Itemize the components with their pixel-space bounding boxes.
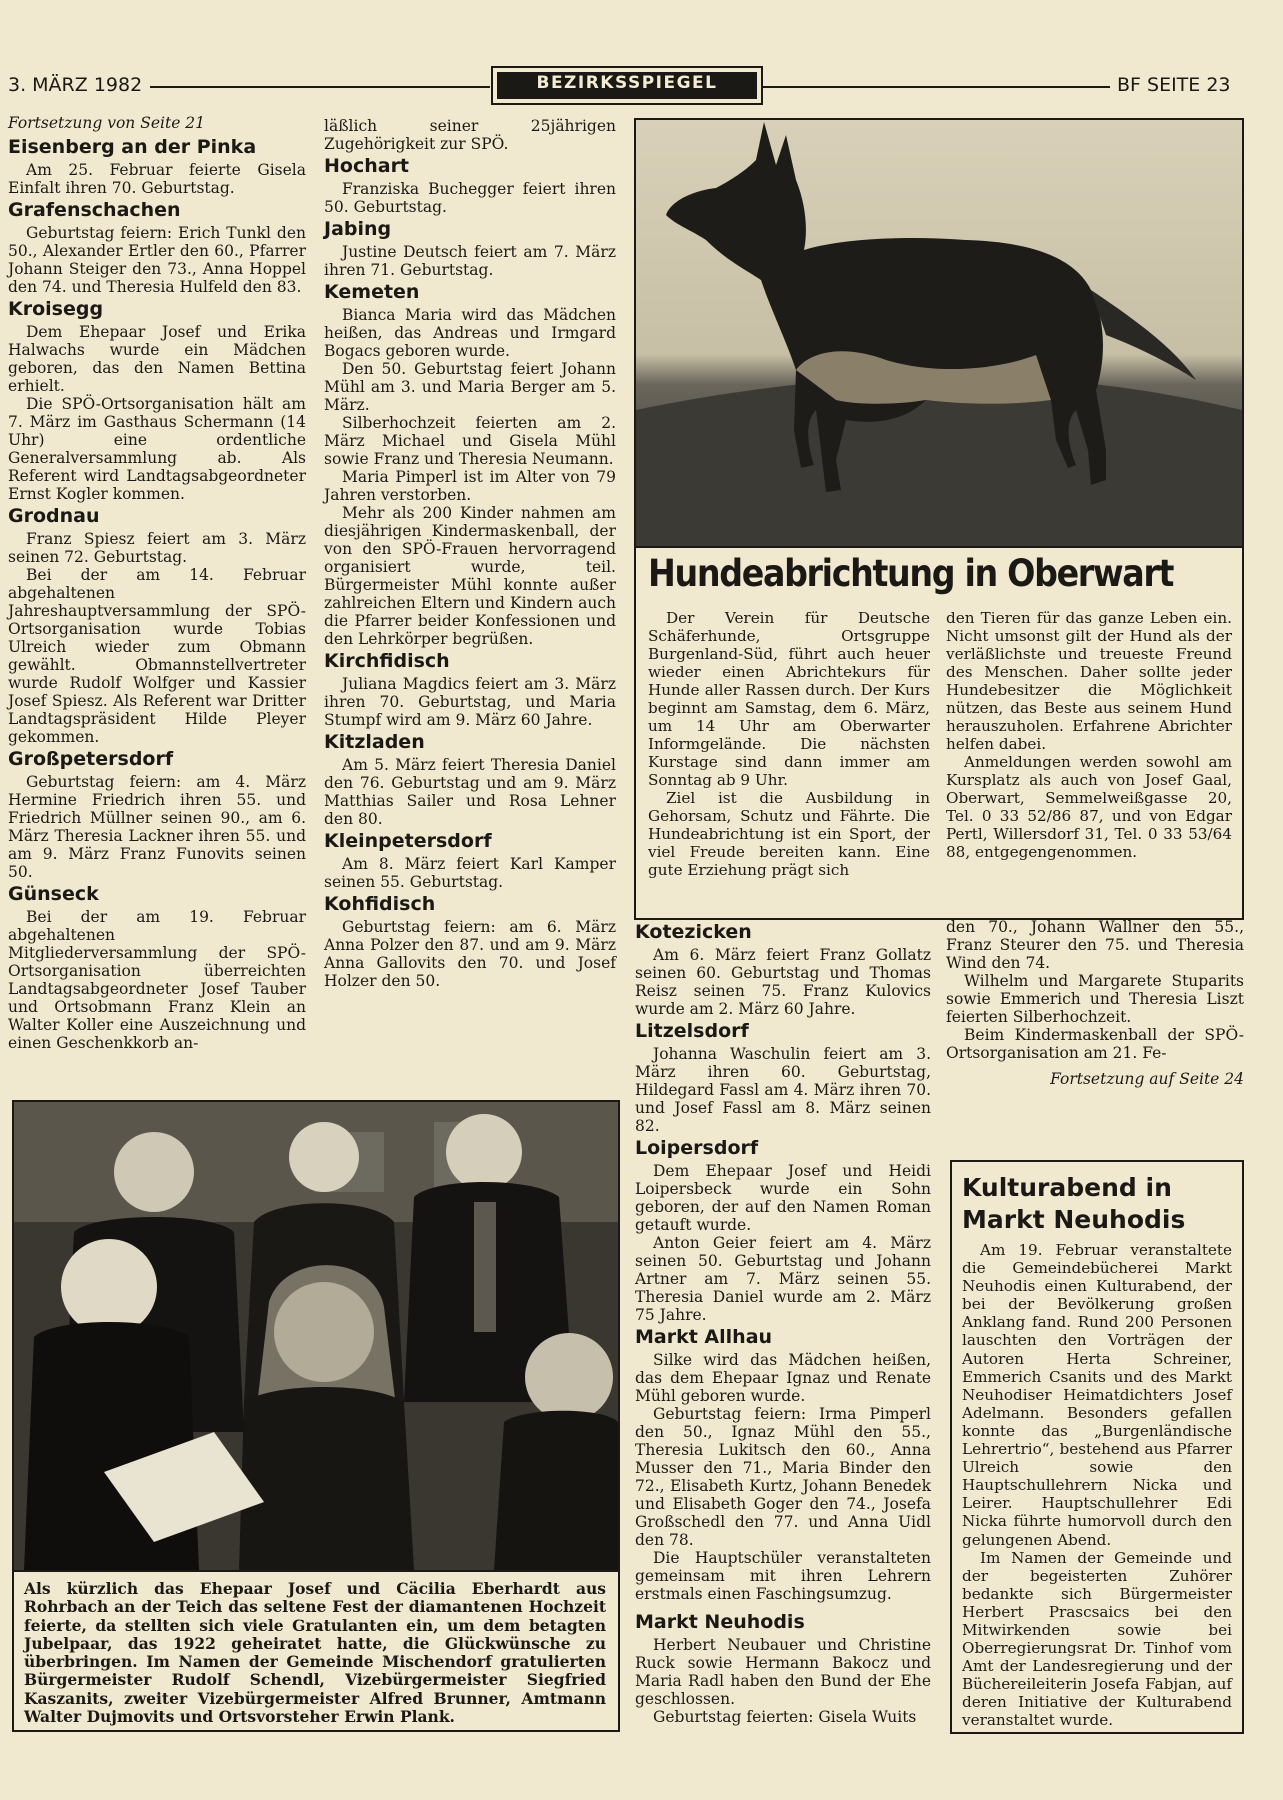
hunde-headline: Hundeabrichtung in Oberwart	[648, 552, 1174, 595]
local-paragraph: Geburtstag feiern: am 4. März Hermine Friedrich ihren 55. und Friedrich Müllner seinen 90., am 6. März Theresia Lackner ihren 55. und am 9. März Franz Funovits seinen 50.	[8, 773, 306, 881]
local-paragraph: Dem Ehepaar Josef und Heidi Loipersbeck wurde ein Sohn geboren, der auf den Namen Roman getauft wurde.	[635, 1162, 931, 1234]
local-paragraph: Wilhelm und Margarete Stuparits sowie Emmerich und Theresia Liszt feierten Silberhochzeit.	[946, 972, 1244, 1026]
continued-text: läßlich seiner 25jährigen Zugehörigkeit zur SPÖ.	[324, 117, 616, 153]
local-heading: Kohfidisch	[324, 893, 436, 915]
local-paragraph: Geburtstag feiern: Erich Tunkl den 50., Alexander Ertler den 60., Pfarrer Johann Steiger den 73., Anna Hoppel den 74. und Theresia Hulfeld den 83.	[8, 224, 306, 296]
column-4	[946, 918, 1244, 1088]
kultur-paragraph: Am 19. Februar veranstaltete die Gemeindebücherei Markt Neuhodis einen Kulturabend, der bei der Bevölkerung großen Anklang fand. Rund 200 Personen lauschten den Vorträgen der Autoren Herta Schreiner, Emmerich Csanits und des Markt Neuhodiser Heimatdichters Josef Adelmann. Besonders gefallen konnte das „Burgenländische Lehrertrio“, bestehend aus Pfarrer Ulreich sowie den Hauptschullehrern Nicka und Leirer. Hauptschullehrer Edi Nicka führte humorvoll durch den gelungenen Abend.	[962, 1241, 1232, 1549]
local-paragraph: Mehr als 200 Kinder nahmen am diesjährigen Kindermaskenball, der von den SPÖ-Frauen hervorragend organisiert wurde, teil. Bürgermeister Mühl konnte außer zahlreichen Eltern und Kindern auch die Pfarrer beider Konfessionen und den Lehrkörper begrüßen.	[324, 504, 616, 648]
masthead-rule-right	[762, 86, 1110, 88]
local-heading: Eisenberg an der Pinka	[8, 136, 257, 158]
kultur-headline-line2: Markt Neuhodis	[962, 1205, 1186, 1234]
kultur-body	[962, 1241, 1232, 1730]
local-paragraph: Die SPÖ-Ortsorganisation hält am 7. März im Gasthaus Schermann (14 Uhr) eine ordentliche Generalversammlung ab. Als Referent wird Landtagsabgeordneter Ernst Kogler kommen.	[8, 395, 306, 503]
column-3	[635, 919, 931, 1726]
local-heading: Jabing	[324, 218, 392, 240]
dog-photo	[634, 118, 1244, 548]
local-paragraph: Geburtstag feiern: Irma Pimperl den 50., Ignaz Mühl den 55., Theresia Lukitsch den 60., Anna Musser den 71., Maria Binder den 72., Elisabeth Kurtz, Johann Benedek und Elisabeth Goger den 74., Josefa Großschedl den 77. und Anna Uidl den 78.	[635, 1405, 931, 1549]
local-paragraph: den 70., Johann Wallner den 55., Franz Steurer den 75. und Theresia Wind den 74.	[946, 918, 1244, 972]
local-heading: Grodnau	[8, 505, 100, 527]
group-photo-caption: Als kürzlich das Ehepaar Josef und Cäcilia Eberhardt aus Rohrbach an der Teich das seltene Fest der diamantenen Hochzeit feierte, da stellten sich viele Gratulanten ein, um dem betagten Jubelpaar, das 1922 geheiratet hatte, die Glückwünsche zu überbringen. Im Namen der Gemeinde Mischendorf gratulierten Bürgermeister Rudolf Schendl, Vizebürgermeister Siegfried Kaszanits, zweiter Vizebürgermeister Alfred Brunner, Amtmann Walter Dujmovits und Ortsvorsteher Erwin Plank.	[24, 1579, 606, 1727]
local-paragraph: Geburtstag feiern: am 6. März Anna Polzer den 87. und am 9. März Anna Gallovits den 70. und Josef Holzer den 50.	[324, 918, 616, 990]
local-paragraph: Am 25. Februar feierte Gisela Einfalt ihren 70. Geburtstag.	[8, 161, 306, 197]
local-paragraph: Bei der am 19. Februar abgehaltenen Mitgliederversammlung der SPÖ-Ortsorganisation überreichten Landtagsabgeordneter Josef Tauber und Ortsobmann Franz Klein an Walter Koller eine Auszeichnung und einen Geschenkkorb an-	[8, 908, 306, 1052]
local-heading: Kemeten	[324, 281, 420, 303]
german-shepherd-icon	[636, 120, 1242, 546]
hunde-paragraph: den Tieren für das ganze Leben ein. Nicht umsonst gilt der Hund als der verläßlichste und treueste Freund des Menschen. Daher sollte jeder Hundebesitzer die Möglichkeit nützen, das Beste aus seinem Hund herauszuholen. Erfahrene Abrichter helfen dabei.	[946, 609, 1232, 753]
kultur-headline-line1: Kulturabend in	[962, 1173, 1172, 1202]
local-heading: Günseck	[8, 883, 99, 905]
local-paragraph: Justine Deutsch feiert am 7. März ihren 71. Geburtstag.	[324, 243, 616, 279]
hunde-paragraph: Ziel ist die Ausbildung in Gehorsam, Schutz und Fährte. Die Hundeabrichtung ist ein Sport, der viel Freude bereiten kann. Eine gute Erziehung prägt sich	[648, 789, 930, 879]
local-paragraph: Franz Spiesz feiert am 3. März seinen 72. Geburtstag.	[8, 530, 306, 566]
local-paragraph: Maria Pimperl ist im Alter von 79 Jahren verstorben.	[324, 468, 616, 504]
local-heading: Markt Allhau	[635, 1326, 773, 1348]
local-paragraph: Dem Ehepaar Josef und Erika Halwachs wurde ein Mädchen geboren, das den Namen Bettina erhielt.	[8, 323, 306, 395]
hunde-paragraph: Der Verein für Deutsche Schäferhunde, Ortsgruppe Burgenland-Süd, führt auch heuer wieder einen Abrichtekurs für Hunde aller Rassen durch. Der Kurs beginnt am Samstag, dem 6. März, um 14 Uhr am Oberwarter Informgelände. Die nächsten Kurstage sind dann immer am Sonntag ab 9 Uhr.	[648, 609, 930, 789]
group-photo	[12, 1100, 620, 1572]
local-heading: Grafenschachen	[8, 199, 181, 221]
section-label: BEZIRKSSPIEGEL	[497, 72, 757, 99]
local-paragraph: Bei der am 14. Februar abgehaltenen Jahreshauptversammlung der SPÖ-Ortsorganisation wurde Tobias Ulreich wieder zum Obmann gewählt. Obmannstellvertreter wurde Rudolf Wolfger und Kassier Josef Spiesz. Als Referent war Dritter Landtagspräsident Hilde Pleyer gekommen.	[8, 566, 306, 746]
local-heading: Kotezicken	[635, 921, 752, 943]
local-paragraph: Franziska Buchegger feiert ihren 50. Geburtstag.	[324, 180, 616, 216]
local-heading: Kirchfidisch	[324, 650, 450, 672]
local-heading: Kitzladen	[324, 731, 425, 753]
column-1	[8, 114, 306, 1052]
jubilee-couple-photo-icon	[14, 1102, 618, 1570]
local-paragraph: Beim Kindermaskenball der SPÖ-Ortsorganisation am 21. Fe-	[946, 1026, 1244, 1062]
issue-date: 3. MÄRZ 1982	[8, 74, 143, 96]
page-number: BF SEITE 23	[1117, 74, 1231, 96]
local-paragraph: Johanna Waschulin feiert am 3. März ihren 60. Geburtstag, Hildegard Fassl am 4. März ihren 70. und Josef Fassl am 8. März seinen 82.	[635, 1045, 931, 1135]
local-paragraph: Am 5. März feiert Theresia Daniel den 76. Geburtstag und am 9. März Matthias Sailer und Rosa Lehner den 80.	[324, 756, 616, 828]
hunde-column-a	[648, 609, 930, 879]
local-heading: Großpetersdorf	[8, 748, 174, 770]
local-heading: Kroisegg	[8, 298, 104, 320]
local-paragraph: Am 8. März feiert Karl Kamper seinen 55. Geburtstag.	[324, 855, 616, 891]
local-paragraph: Den 50. Geburtstag feiert Johann Mühl am 3. und Maria Berger am 5. März.	[324, 360, 616, 414]
local-paragraph: Herbert Neubauer und Christine Ruck sowie Hermann Bakocz und Maria Radl haben den Bund der Ehe geschlossen.	[635, 1636, 931, 1708]
column-2	[324, 117, 616, 990]
local-paragraph: Juliana Magdics feiert am 3. März ihren 70. Geburtstag, und Maria Stumpf wird am 9. März 60 Jahre.	[324, 675, 616, 729]
masthead-rule-left	[150, 86, 490, 88]
local-paragraph: Geburtstag feierten: Gisela Wuits	[653, 1708, 917, 1726]
local-paragraph: Am 6. März feiert Franz Gollatz seinen 60. Geburtstag und Thomas Reisz seinen 75. Franz Kulovics wurde am 2. März 60 Jahre.	[635, 946, 931, 1018]
continued-on: Fortsetzung auf Seite 24	[1050, 1070, 1244, 1088]
local-heading: Markt Neuhodis	[635, 1611, 805, 1633]
continued-from: Fortsetzung von Seite 21	[8, 114, 206, 132]
local-paragraph: Die Hauptschüler veranstalteten gemeinsam mit ihren Lehrern erstmals einen Faschingsumzug.	[635, 1549, 931, 1603]
local-paragraph: Silberhochzeit feierten am 2. März Michael und Gisela Mühl sowie Franz und Theresia Neumann.	[324, 414, 616, 468]
hunde-column-b	[946, 609, 1232, 861]
kultur-paragraph: Im Namen der Gemeinde und der begeisterten Zuhörer bedankte sich Bürgermeister Herbert Prascsaics bei den Mitwirkenden sowie bei Oberregierungsrat Dr. Tinhof vom Amt der Landesregierung und der Büchereileiterin Josefa Fabjan, auf deren Initiative der Kulturabend veranstaltet wurde.	[962, 1548, 1232, 1730]
local-paragraph: Anton Geier feiert am 4. März seinen 50. Geburtstag und Johann Artner am 7. März seinen 55. Theresia Daniel wurde am 2. März 75 Jahre.	[635, 1234, 931, 1324]
hunde-paragraph: Anmeldungen werden sowohl am Kursplatz als auch von Josef Gaal, Oberwart, Semmelweißgasse 20, Tel. 0 33 52/86 87, und von Edgar Pertl, Willersdorf 31, Tel. 0 33 53/64 88, entgegengenommen.	[946, 753, 1232, 861]
local-paragraph: Bianca Maria wird das Mädchen heißen, das Andreas und Irmgard Bogacs geboren wurde.	[324, 306, 616, 360]
local-heading: Hochart	[324, 155, 410, 177]
local-paragraph: Silke wird das Mädchen heißen, das dem Ehepaar Ignaz und Renate Mühl geboren wurde.	[635, 1351, 931, 1405]
local-heading: Litzelsdorf	[635, 1020, 749, 1042]
local-heading: Kleinpetersdorf	[324, 830, 492, 852]
local-heading: Loipersdorf	[635, 1137, 759, 1159]
section-kicker	[491, 66, 763, 105]
